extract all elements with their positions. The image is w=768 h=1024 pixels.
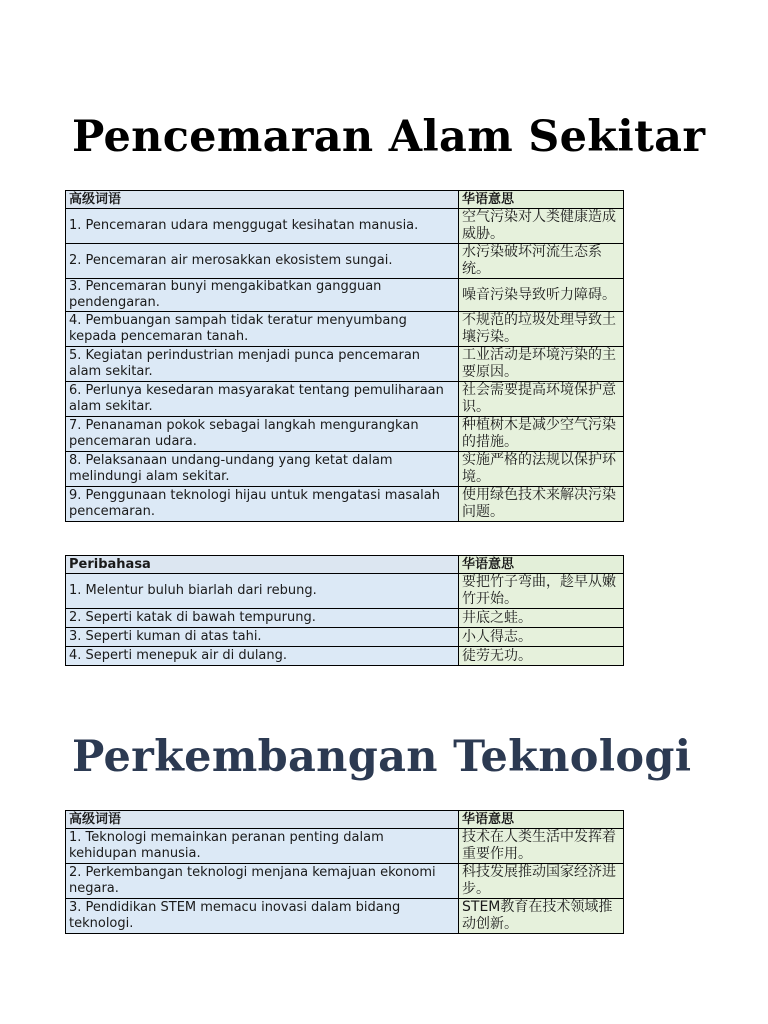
- column-header-chinese-meaning: 华语意思: [459, 811, 624, 829]
- table-header-row: [66, 811, 624, 829]
- chinese-meaning-cell: 不规范的垃圾处理导致土壤污染。: [459, 312, 624, 347]
- chinese-meaning-cell: 技术在人类生活中发挥着重要作用。: [459, 829, 624, 864]
- chinese-meaning-cell: 小人得志。: [459, 628, 624, 647]
- column-header-advanced-words: 高级词语: [66, 811, 459, 829]
- table-row: [66, 628, 624, 647]
- chinese-meaning-cell: 水污染破坏河流生态系统。: [459, 244, 624, 279]
- malay-phrase-cell: 3. Pendidikan STEM memacu inovasi dalam bidang teknologi.: [66, 899, 459, 934]
- table-row: [66, 209, 624, 244]
- malay-phrase-cell: 3. Pencemaran bunyi mengakibatkan gangguan pendengaran.: [66, 279, 459, 312]
- chinese-meaning-cell: STEM教育在技术领域推动创新。: [459, 899, 624, 934]
- table-header-row: [66, 556, 624, 574]
- proverb-cell: 1. Melentur buluh biarlah dari rebung.: [66, 574, 459, 609]
- proverb-cell: 2. Seperti katak di bawah tempurung.: [66, 609, 459, 628]
- column-header-proverb: Peribahasa: [66, 556, 459, 574]
- column-header-chinese-meaning: 华语意思: [459, 556, 624, 574]
- table-row: [66, 574, 624, 609]
- chinese-meaning-cell: 井底之蛙。: [459, 609, 624, 628]
- vocabulary-table-teknologi: [65, 810, 624, 934]
- table-row: [66, 829, 624, 864]
- column-header-chinese-meaning: 华语意思: [459, 191, 624, 209]
- table-row: [66, 279, 624, 312]
- malay-phrase-cell: 1. Teknologi memainkan peranan penting dalam kehidupan manusia.: [66, 829, 459, 864]
- chinese-meaning-cell: 使用绿色技术来解决污染问题。: [459, 487, 624, 522]
- chinese-meaning-cell: 空气污染对人类健康造成威胁。: [459, 209, 624, 244]
- table-row: [66, 647, 624, 666]
- malay-phrase-cell: 1. Pencemaran udara menggugat kesihatan manusia.: [66, 209, 459, 244]
- table-row: [66, 417, 624, 452]
- table-row: [66, 899, 624, 934]
- chinese-meaning-cell: 噪音污染导致听力障碍。: [459, 279, 624, 312]
- proverb-cell: 4. Seperti menepuk air di dulang.: [66, 647, 459, 666]
- table-header-row: [66, 191, 624, 209]
- chinese-meaning-cell: 实施严格的法规以保护环境。: [459, 452, 624, 487]
- table-row: [66, 864, 624, 899]
- table-row: [66, 312, 624, 347]
- proverb-cell: 3. Seperti kuman di atas tahi.: [66, 628, 459, 647]
- chinese-meaning-cell: 徒劳无功。: [459, 647, 624, 666]
- malay-phrase-cell: 9. Penggunaan teknologi hijau untuk mengatasi masalah pencemaran.: [66, 487, 459, 522]
- malay-phrase-cell: 6. Perlunya kesedaran masyarakat tentang pemuliharaan alam sekitar.: [66, 382, 459, 417]
- column-header-advanced-words: 高级词语: [66, 191, 459, 209]
- chinese-meaning-cell: 种植树木是减少空气污染的措施。: [459, 417, 624, 452]
- table-row: [66, 487, 624, 522]
- table-row: [66, 609, 624, 628]
- chinese-meaning-cell: 科技发展推动国家经济进步。: [459, 864, 624, 899]
- chinese-meaning-cell: 要把竹子弯曲，趁早从嫩竹开始。: [459, 574, 624, 609]
- malay-phrase-cell: 2. Pencemaran air merosakkan ekosistem sungai.: [66, 244, 459, 279]
- malay-phrase-cell: 2. Perkembangan teknologi menjana kemajuan ekonomi negara.: [66, 864, 459, 899]
- chinese-meaning-cell: 社会需要提高环境保护意识。: [459, 382, 624, 417]
- table-row: [66, 382, 624, 417]
- proverb-table: [65, 555, 624, 666]
- section-title-teknologi: Perkembangan Teknologi: [72, 732, 692, 782]
- malay-phrase-cell: 4. Pembuangan sampah tidak teratur menyumbang kepada pencemaran tanah.: [66, 312, 459, 347]
- table-row: [66, 347, 624, 382]
- vocabulary-table-pencemaran: [65, 190, 624, 522]
- malay-phrase-cell: 8. Pelaksanaan undang-undang yang ketat dalam melindungi alam sekitar.: [66, 452, 459, 487]
- table-row: [66, 244, 624, 279]
- malay-phrase-cell: 7. Penanaman pokok sebagai langkah mengurangkan pencemaran udara.: [66, 417, 459, 452]
- table-row: [66, 452, 624, 487]
- malay-phrase-cell: 5. Kegiatan perindustrian menjadi punca pencemaran alam sekitar.: [66, 347, 459, 382]
- section-title-pencemaran: Pencemaran Alam Sekitar: [72, 112, 706, 162]
- chinese-meaning-cell: 工业活动是环境污染的主要原因。: [459, 347, 624, 382]
